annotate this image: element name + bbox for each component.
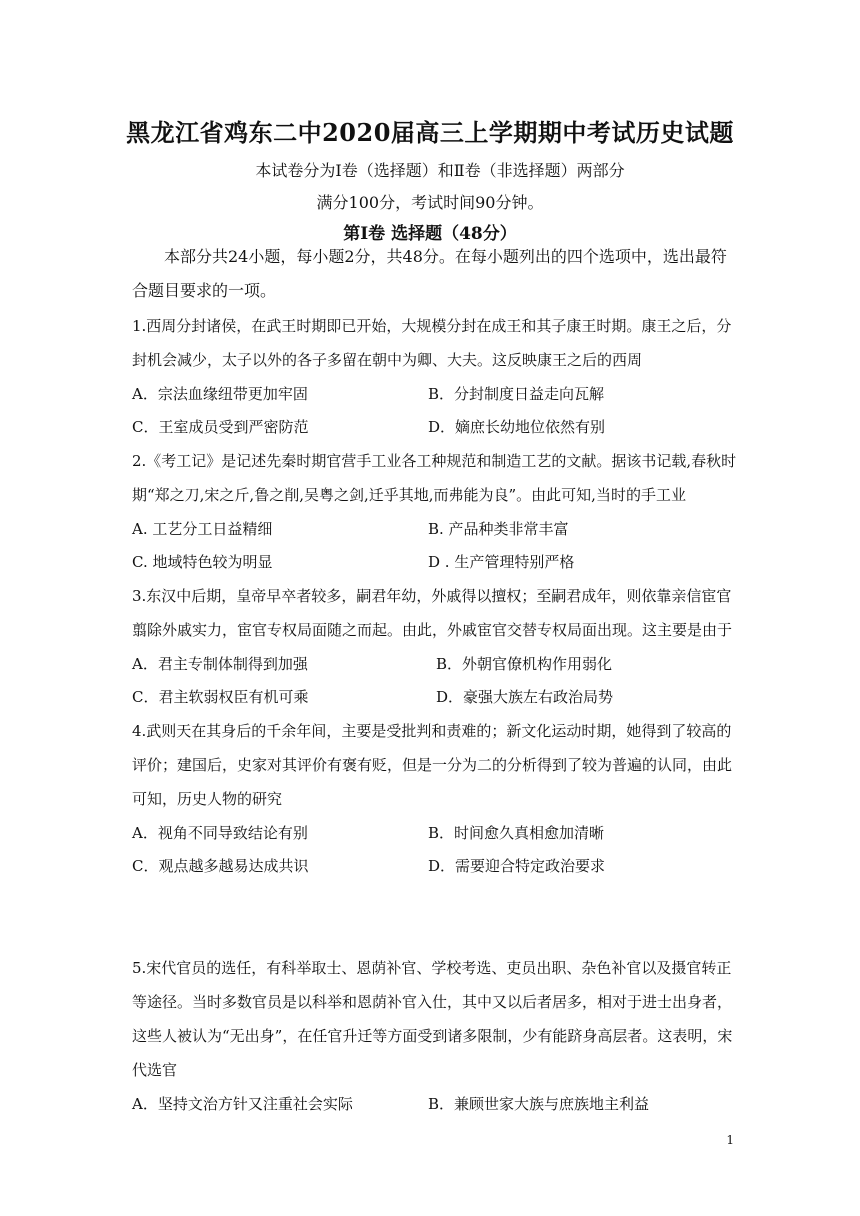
q4-option-c: C．观点越多越易达成共识	[132, 857, 309, 875]
q2-option-d: D . 生产管理特别严格	[428, 553, 575, 571]
page-title: 黑龙江省鸡东二中2020届高三上学期期中考试历史试题	[126, 118, 734, 147]
q2-option-a: A. 工艺分工日益精细	[132, 520, 273, 538]
q3-option-c: C．君主软弱权臣有机可乘	[132, 688, 309, 706]
q4-line-3: 可知，历史人物的研究	[132, 790, 283, 808]
instructions: 本部分共24小题，每小题2分，共48分。在每小题列出的四个选项中，选出最符合题目要求的一项。	[132, 247, 727, 300]
q4-line-1: 4.武则天在其身后的千余年间，主要是受批判和责难的；新文化运动时期，她得到了较高的	[132, 722, 732, 740]
q1-line-2: 封机会减少，太子以外的各子多留在朝中为卿、大夫。这反映康王之后的西周	[132, 351, 643, 369]
q5-line-2: 等途径。当时多数官员是以科举和恩荫补官入仕，其中又以后者居多，相对于进士出身者，	[132, 993, 733, 1011]
q2-option-b: B. 产品种类非常丰富	[428, 520, 569, 538]
q2-option-c: C. 地域特色较为明显	[132, 553, 273, 571]
q4-option-a: A．视角不同导致结论有别	[132, 824, 308, 842]
page-number: 1	[726, 1133, 734, 1147]
q3-option-d: D．豪强大族左右政治局势	[436, 688, 614, 706]
q3-option-b: B．外朝官僚机构作用弱化	[436, 655, 613, 673]
q4-option-d: D．需要迎合特定政治要求	[428, 857, 606, 875]
q3-option-a: A．君主专制体制得到加强	[132, 655, 308, 673]
q5-line-3: 这些人被认为“无出身”，在任官升迁等方面受到诸多限制，少有能跻身高层者。这表明，宋	[132, 1027, 733, 1045]
q1-line-1: 1.西周分封诸侯，在武王时期即已开始，大规模分封在成王和其子康王时期。康王之后，分	[132, 317, 732, 335]
q2-line-1: 2.《考工记》是记述先秦时期官营手工业各工种规范和制造工艺的文献。据该书记载,春秋时	[132, 452, 737, 470]
q1-option-d: D．嫡庶长幼地位依然有别	[428, 418, 606, 436]
intro-line-1: 本试卷分为Ⅰ卷（选择题）和Ⅱ卷（非选择题）两部分	[255, 161, 625, 180]
q4-option-b: B．时间愈久真相愈加清晰	[428, 824, 605, 842]
q1-option-a: A．宗法血缘纽带更加牢固	[132, 385, 308, 403]
q5-line-4: 代选官	[132, 1061, 178, 1079]
intro-line-2: 满分100分，考试时间90分钟。	[316, 193, 544, 212]
q2-line-2: 期“郑之刀,宋之斤,鲁之削,吴粤之剑,迁乎其地,而弗能为良”。由此可知,当时的手工业	[132, 486, 686, 504]
q4-line-2: 评价；建国后，史家对其评价有褒有贬，但是一分为二的分析得到了较为普遍的认同，由此	[132, 756, 733, 774]
q3-line-2: 翦除外戚实力，宦官专权局面随之而起。由此，外戚宦官交替专权局面出现。这主要是由于	[132, 621, 733, 639]
q3-line-1: 3.东汉中后期，皇帝早卒者较多，嗣君年幼，外戚得以擅权；至嗣君成年，则依靠亲信宦官	[132, 587, 732, 605]
q1-option-c: C．王室成员受到严密防范	[132, 418, 309, 436]
q5-line-1: 5.宋代官员的选任，有科举取士、恩荫补官、学校考选、吏员出职、杂色补官以及摄官转正	[132, 959, 732, 977]
q1-option-b: B．分封制度日益走向瓦解	[428, 385, 605, 403]
q5-option-a: A．坚持文治方针又注重社会实际	[132, 1095, 353, 1113]
q5-option-b: B．兼顾世家大族与庶族地主利益	[428, 1095, 650, 1113]
section-title: 第Ⅰ卷 选择题（48分）	[343, 224, 517, 244]
